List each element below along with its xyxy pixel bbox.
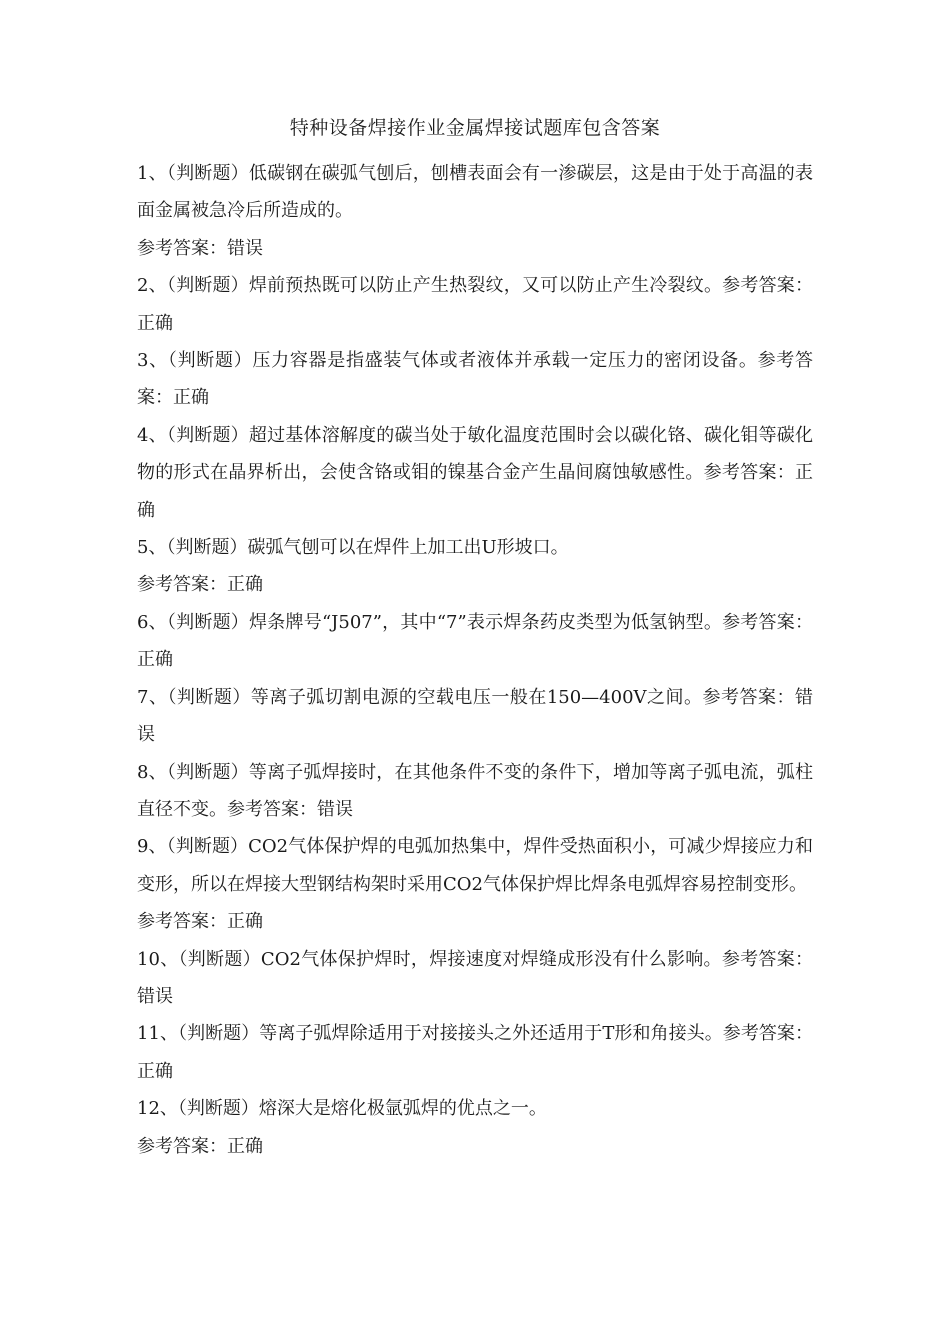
answer-5: 参考答案：正确 <box>137 574 263 596</box>
question-4: 4、（判断题）超过基体溶解度的碳当处于敏化温度范围时会以碳化铬、碳化钼等碳化物的形式在晶界析出，会使含铬或钼的镍基合金产生晶间腐蚀敏感性。参考答案：正确 <box>137 424 813 521</box>
answer-1: 参考答案：错误 <box>137 237 263 259</box>
question-11: 11、（判断题）等离子弧焊除适用于对接接头之外还适用于T形和角接头。参考答案：正确 <box>137 1023 813 1082</box>
question-3: 3、（判断题）压力容器是指盛装气体或者液体并承载一定压力的密闭设备。参考答案：正确 <box>137 350 813 409</box>
question-9: 9、（判断题）CO2气体保护焊的电弧加热集中，焊件受热面积小，可减少焊接应力和变形，所以在焊接大型钢结构架时采用CO2气体保护焊比焊条电弧焊容易控制变形。 <box>137 836 813 895</box>
document-body <box>137 155 813 1165</box>
question-1: 1、（判断题）低碳钢在碳弧气刨后，刨槽表面会有一渗碳层，这是由于处于高温的表面金属被急冷后所造成的。 <box>137 163 813 222</box>
question-10: 10、（判断题）CO2气体保护焊时，焊接速度对焊缝成形没有什么影响。参考答案：错误 <box>137 948 813 1007</box>
document-title: 特种设备焊接作业金属焊接试题库包含答案 <box>289 117 661 139</box>
question-6: 6、（判断题）焊条牌号“J507”，其中“7”表示焊条药皮类型为低氢钠型。参考答案：正确 <box>137 611 813 671</box>
question-5: 5、（判断题）碳弧气刨可以在焊件上加工出U形坡口。 <box>137 537 569 559</box>
answer-12: 参考答案：正确 <box>137 1135 263 1157</box>
question-12: 12、（判断题）熔深大是熔化极氩弧焊的优点之一。 <box>137 1098 547 1120</box>
question-8: 8、（判断题）等离子弧焊接时，在其他条件不变的条件下，增加等离子弧电流，弧柱直径不变。参考答案：错误 <box>137 761 813 820</box>
answer-9: 参考答案：正确 <box>137 911 263 933</box>
question-7: 7、（判断题）等离子弧切割电源的空载电压一般在150—400V之间。参考答案：错误 <box>137 686 813 746</box>
question-2: 2、（判断题）焊前预热既可以防止产生热裂纹，又可以防止产生冷裂纹。参考答案：正确 <box>137 275 813 334</box>
